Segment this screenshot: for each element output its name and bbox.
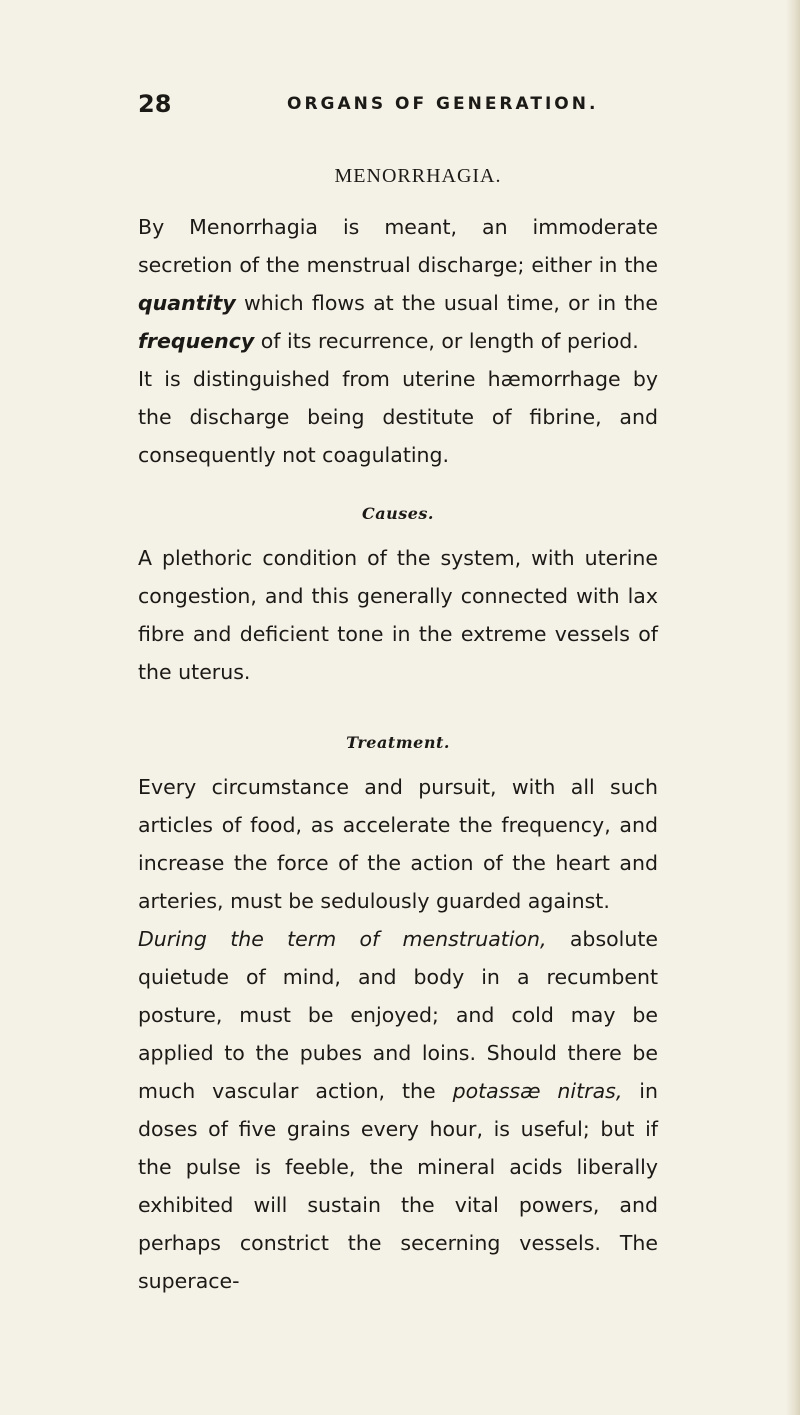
treatment-paragraph-2	[138, 920, 658, 1300]
page-edge-shadow	[786, 0, 800, 1415]
treatment-text-a: absolute quietude of mind, and body in a recumbent posture, must be enjoyed; and cold may be applied to the pubes and loins. Should there be much vascular action, the	[138, 927, 659, 1103]
menstruation-term: During the term of menstruation,	[138, 927, 547, 951]
treatment-paragraph-1: Every circumstance and pursuit, with all such articles of food, as accelerate the frequency, and increase the force of the action of the heart and arteries, must be sedulously guarded against.	[138, 775, 658, 913]
distinction-paragraph: It is distinguished from uterine hæmorrhage by the discharge being destitute of fibrine, and consequently not coagulating.	[138, 367, 658, 467]
drug-term: potassæ nitras,	[452, 1079, 623, 1103]
definition-paragraph	[138, 208, 658, 360]
treatment-heading: Treatment.	[346, 733, 450, 752]
page-number: 28	[138, 90, 172, 118]
definition-text-a: By Menorrhagia is meant, an immoderate secretion of the menstrual discharge; either in the	[138, 215, 658, 277]
body-text	[138, 165, 658, 1300]
definition-text-b: which flows at the usual time, or in the	[235, 291, 658, 315]
running-head	[0, 90, 800, 130]
running-title: ORGANS OF GENERATION.	[287, 94, 599, 114]
section-title: MENORRHAGIA.	[334, 165, 502, 187]
treatment-text-b: in doses of five grains every hour, is useful; but if the pulse is feeble, the mineral acids liberally exhibited will sustain the vital powers, and perhaps constrict the secerning vessels. The superace-	[138, 1079, 658, 1293]
quantity-term: quantity	[138, 291, 236, 315]
frequency-term: frequency	[138, 329, 255, 353]
causes-heading: Causes.	[362, 504, 434, 523]
causes-paragraph: A plethoric condition of the system, with uterine congestion, and this generally connected with lax fibre and deficient tone in the extreme vessels of the uterus.	[138, 546, 658, 684]
definition-text-c: of its recurrence, or length of period.	[254, 329, 639, 353]
